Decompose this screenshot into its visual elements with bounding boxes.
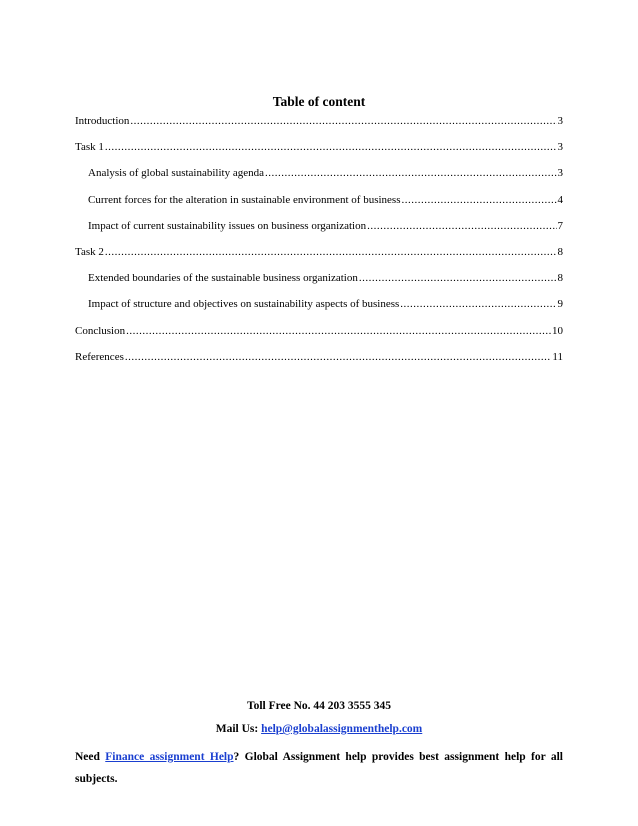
- toc-entry-page: 3: [557, 141, 563, 154]
- toc-title: Table of content: [272, 94, 366, 109]
- toc-list: [75, 114, 563, 376]
- toc-entry-impact-current-issues[interactable]: [75, 219, 563, 245]
- dot-leader: [105, 140, 557, 154]
- promo-suffix: ? Global Assignment help provides best assignment help for all subjects.: [75, 751, 564, 785]
- toc-entry-extended-boundaries[interactable]: [75, 271, 563, 297]
- toc-entry-analysis-global-sustainability[interactable]: [75, 166, 563, 192]
- dot-leader: [367, 219, 556, 233]
- toc-entry-page: 3: [557, 115, 563, 127]
- dot-leader: [130, 114, 556, 128]
- dot-leader: [265, 166, 557, 180]
- finance-help-link[interactable]: Finance assignment Help: [105, 751, 234, 763]
- footer-mail: [75, 723, 563, 735]
- toc-entry-label: Task 1: [75, 141, 104, 154]
- dot-leader: [402, 193, 557, 207]
- toc-entry-label: Analysis of global sustainability agenda: [88, 167, 264, 180]
- toc-entry-page: 4: [557, 193, 563, 206]
- dot-leader: [125, 350, 552, 364]
- toc-entry-label: Extended boundaries of the sustainable business organization: [88, 272, 358, 285]
- toc-entry-label: Impact of structure and objectives on sustainability aspects of business: [88, 298, 400, 311]
- toc-entry-label: References: [75, 350, 124, 363]
- toc-entry-references[interactable]: [75, 350, 563, 376]
- toc-entry-page: 7: [557, 219, 563, 232]
- toc-entry-label: Introduction: [75, 115, 130, 127]
- toc-entry-page: 8: [557, 272, 563, 285]
- toc-entry-introduction[interactable]: [75, 114, 563, 140]
- dot-leader: [400, 297, 556, 311]
- toc-entry-task-1[interactable]: [75, 140, 563, 166]
- toc-entry-label: Task 2: [75, 245, 104, 258]
- toc-entry-page: 10: [552, 324, 563, 337]
- toc-entry-page: 9: [557, 298, 563, 311]
- toc-entry-page: 3: [557, 167, 563, 180]
- toc-entry-label: Current forces for the alteration in sustainable environment of business: [88, 193, 401, 206]
- dot-leader: [359, 271, 557, 285]
- toc-entry-page: 8: [557, 245, 563, 258]
- toc-entry-label: Impact of current sustainability issues on business organization: [88, 219, 367, 232]
- toc-entry-current-forces[interactable]: [75, 193, 563, 219]
- mail-prefix: Mail Us:: [215, 723, 262, 735]
- toc-entry-label: Conclusion: [75, 324, 126, 337]
- dot-leader: [105, 245, 557, 259]
- promo-prefix: Need: [75, 751, 106, 763]
- footer-phone: Toll Free No. 44 203 3555 345: [246, 700, 392, 712]
- footer-promo: [75, 746, 563, 790]
- toc-entry-conclusion[interactable]: [75, 324, 563, 350]
- toc-entry-page: 11: [552, 350, 563, 363]
- toc-entry-task-2[interactable]: [75, 245, 563, 271]
- toc-entry-impact-structure[interactable]: [75, 297, 563, 323]
- dot-leader: [126, 324, 551, 338]
- mail-link[interactable]: help@globalassignmenthelp.com: [261, 723, 423, 735]
